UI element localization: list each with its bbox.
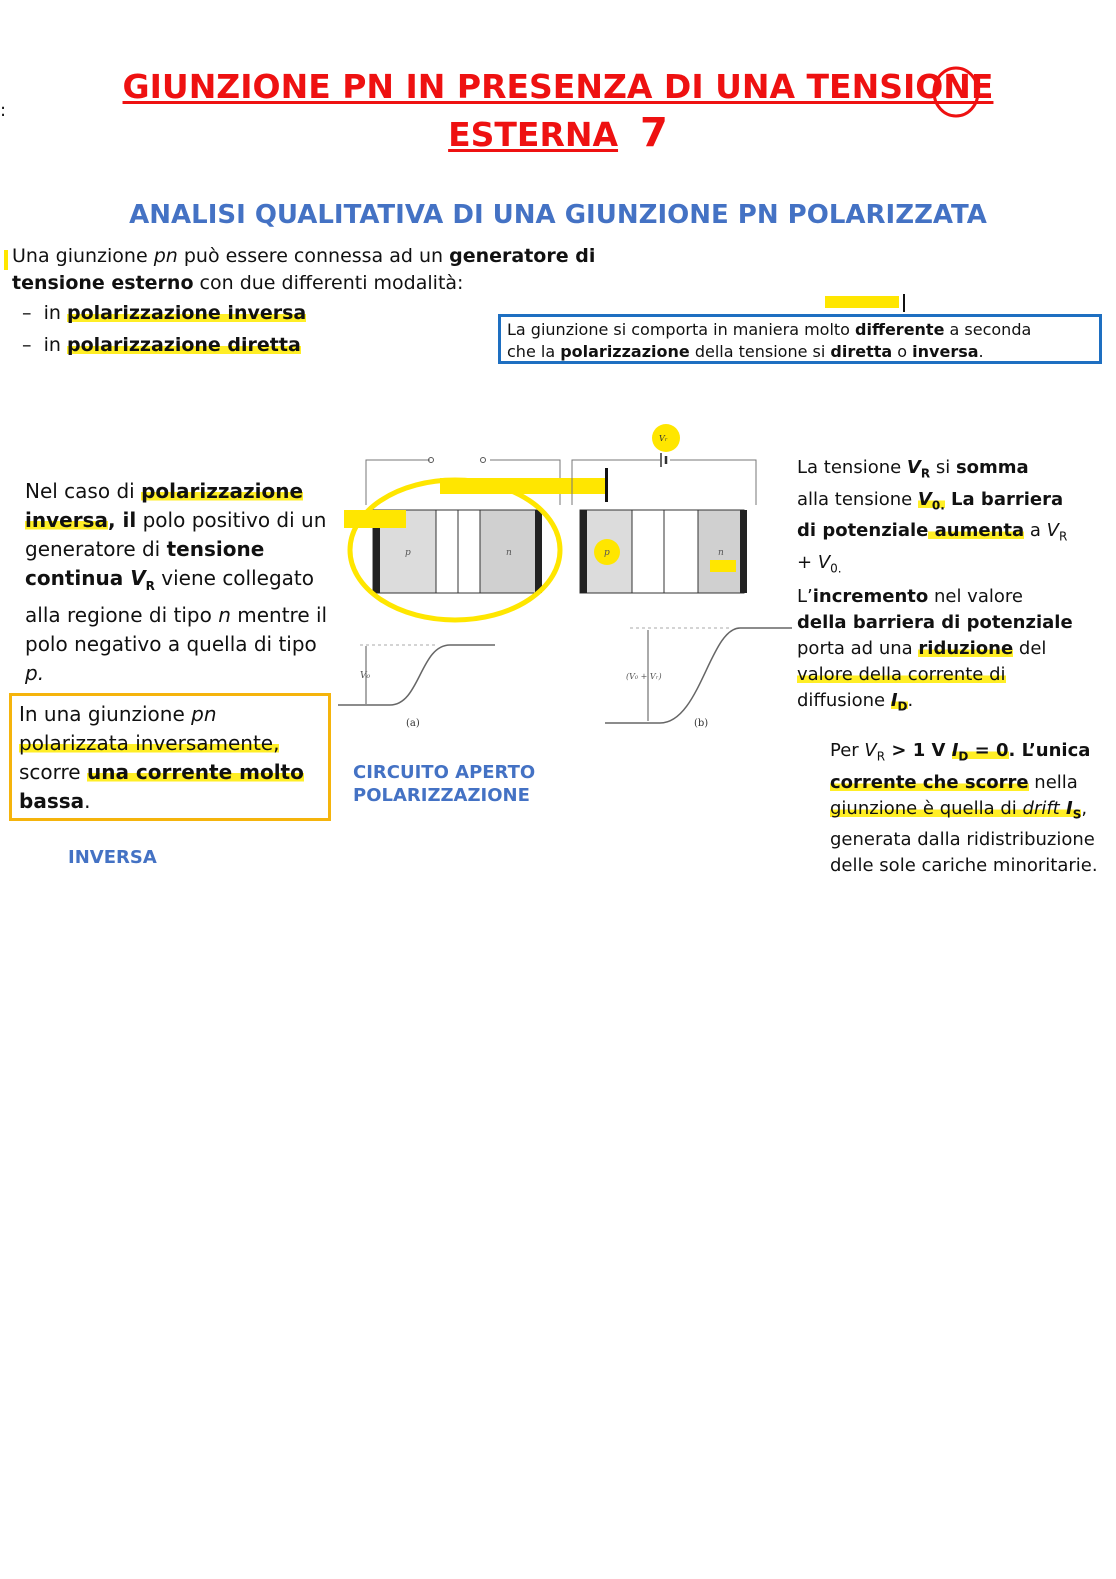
para-subscript: R	[876, 749, 886, 764]
intro-italic: pn	[153, 245, 178, 267]
right-paragraph-2	[797, 584, 1097, 720]
para-bold: tensione	[166, 537, 265, 561]
para-text: si	[930, 457, 956, 478]
margin-mark: :	[0, 100, 7, 121]
highlight-mark	[4, 250, 8, 270]
box-bold: bassa	[19, 789, 85, 813]
para-text: +	[797, 551, 818, 573]
contact-b	[580, 510, 587, 593]
para-symbol: I	[890, 690, 898, 711]
para-text: nel valore	[928, 586, 1023, 607]
para-bold: = 0	[968, 740, 1009, 761]
highlight-mark	[440, 478, 605, 494]
highlight-mark	[710, 560, 736, 572]
para-subscript: R	[920, 466, 931, 481]
para-text: nella	[1028, 771, 1078, 793]
pn-junction-figure	[330, 420, 800, 740]
bullet-dash: –	[22, 334, 32, 356]
para-bold: . L’unica	[1008, 740, 1091, 761]
depletion-b	[664, 510, 698, 593]
intro-text: Una giunzione	[12, 245, 154, 267]
para-subscript: R	[145, 579, 155, 593]
note-bold: polarizzazione	[560, 342, 690, 361]
para-bold: > 1 V	[885, 740, 952, 761]
caption-circuit-open: CIRCUITO APERTO	[353, 762, 536, 783]
n-label-b: n	[718, 548, 724, 558]
para-bold: La barriera	[944, 488, 1064, 510]
para-text: a	[1024, 520, 1047, 542]
para-bold: polarizzazione	[141, 479, 304, 503]
para-symbol: V	[906, 457, 921, 478]
terminal	[481, 458, 486, 463]
contact-b	[740, 510, 747, 593]
para-text: porta ad una	[797, 638, 919, 659]
para-subscript: 0.	[931, 498, 945, 513]
para-subscript: R	[1058, 529, 1068, 544]
red-circle-annotation	[930, 64, 982, 120]
intro-bold: tensione esterno	[12, 272, 194, 294]
vr-label-b: Vᵣ	[659, 434, 668, 443]
para-italic: drift	[1022, 797, 1060, 819]
para-text: generata dalla ridistribuzione	[830, 829, 1095, 851]
para-text: Per	[830, 740, 865, 761]
para-symbol: V	[1046, 520, 1059, 542]
para-symbol: I	[1059, 797, 1073, 819]
p-label-b: p	[604, 548, 610, 558]
caption-polarization: POLARIZZAZIONE	[353, 785, 530, 806]
para-text: valore della corrente di	[797, 664, 1006, 685]
para-bold: somma	[955, 457, 1029, 478]
depletion-b	[632, 510, 664, 593]
para-italic: p.	[25, 661, 45, 685]
para-symbol: I	[951, 740, 959, 761]
depletion-a	[458, 510, 480, 593]
text-cursor-mark	[903, 294, 905, 312]
title-line2: ESTERNA	[448, 115, 619, 154]
section-subtitle: ANALISI QUALITATIVA DI UNA GIUNZIONE PN POLARIZZATA	[129, 200, 987, 230]
para-text: ,	[1081, 797, 1088, 819]
v0-label: V₀	[360, 671, 371, 681]
para-text: delle sole cariche minoritarie.	[830, 855, 1098, 877]
title-number: 7	[640, 110, 668, 156]
label-b: (b)	[694, 718, 709, 729]
box-text: In una giunzione	[19, 702, 192, 726]
para-subscript: 0.	[830, 561, 842, 576]
depletion-a	[436, 510, 458, 593]
para-text: .	[907, 690, 914, 711]
box-italic: pn	[191, 702, 217, 726]
para-text: La tensione	[797, 457, 907, 478]
para-subscript: D	[958, 749, 969, 764]
label-a: (a)	[406, 718, 420, 729]
para-bold: corrente che scorre	[830, 771, 1029, 793]
orange-summary-box	[9, 693, 331, 821]
bullet-dash: –	[22, 302, 32, 324]
note-text: che la	[507, 342, 561, 361]
n-label-a: n	[506, 548, 512, 558]
right-paragraph-1	[797, 455, 1097, 581]
v0vr-label: (V₀ + Vᵣ)	[626, 672, 662, 681]
note-text: .	[978, 342, 984, 361]
note-text: La giunzione si comporta in maniera molto	[507, 320, 856, 339]
intro-bold: generatore di	[449, 245, 596, 267]
para-text: L’	[797, 586, 813, 607]
para-text: polo positivo di un	[136, 508, 327, 532]
caption-inverse: INVERSA	[68, 847, 157, 868]
para-bold: incremento	[812, 586, 929, 607]
para-bold: della barriera di potenziale	[797, 612, 1073, 633]
para-text: mentre il	[230, 603, 328, 627]
p-label-a: p	[405, 548, 411, 558]
box-text: scorre	[19, 760, 87, 784]
para-bold: inversa	[25, 508, 108, 532]
box-bold: una corrente molto	[86, 760, 304, 784]
bullet-text: in	[43, 334, 67, 356]
para-symbol: V	[130, 566, 146, 590]
right-paragraph-3	[830, 738, 1112, 879]
bullet-inverse: polarizzazione inversa	[66, 302, 307, 324]
para-subscript: D	[897, 699, 908, 714]
para-bold: riduzione	[918, 638, 1014, 659]
para-text: polo negativo a quella di tipo	[25, 632, 317, 656]
caption-circuit	[353, 761, 535, 807]
para-symbol: V	[817, 551, 831, 573]
para-bold: continua	[25, 566, 131, 590]
para-text: Nel caso di	[25, 479, 142, 503]
box-text: polarizzata inversamente,	[19, 731, 280, 755]
note-box	[498, 314, 1102, 364]
intro-text: può essere connessa ad un	[177, 245, 450, 267]
para-text: diffusione	[797, 690, 891, 711]
para-bold: , il	[107, 508, 137, 532]
note-text: a seconda	[944, 320, 1032, 339]
note-text: o	[892, 342, 913, 361]
reverse-bias-paragraph	[25, 477, 350, 688]
para-text: del	[1013, 638, 1047, 659]
para-text: alla tensione	[797, 488, 918, 510]
para-text: alla regione di tipo	[25, 603, 219, 627]
bullet-direct: polarizzazione diretta	[66, 334, 301, 356]
para-bold: aumenta	[928, 520, 1025, 542]
note-text: della tensione si	[689, 342, 831, 361]
para-bold: di potenziale	[797, 520, 929, 542]
wire	[670, 460, 756, 505]
para-text: giunzione è quella di	[830, 797, 1023, 819]
box-text: .	[84, 789, 91, 813]
para-text: generatore di	[25, 537, 167, 561]
contact-a	[535, 510, 542, 593]
para-italic: n	[218, 603, 231, 627]
bullet-text: in	[43, 302, 67, 324]
para-symbol: V	[864, 740, 877, 761]
note-bold: inversa	[912, 342, 979, 361]
note-bold: differente	[855, 320, 945, 339]
pen-mark	[605, 468, 608, 502]
para-subscript: S	[1072, 807, 1082, 822]
para-text: viene collegato	[154, 566, 314, 590]
intro-text: con due differenti modalità:	[193, 272, 464, 294]
highlight-mark	[344, 510, 406, 528]
title-line1: GIUNZIONE PN IN PRESENZA DI UNA TENSIONE	[122, 67, 994, 106]
para-symbol: V	[917, 488, 932, 510]
note-bold: diretta	[830, 342, 893, 361]
highlight-mark	[825, 296, 899, 308]
